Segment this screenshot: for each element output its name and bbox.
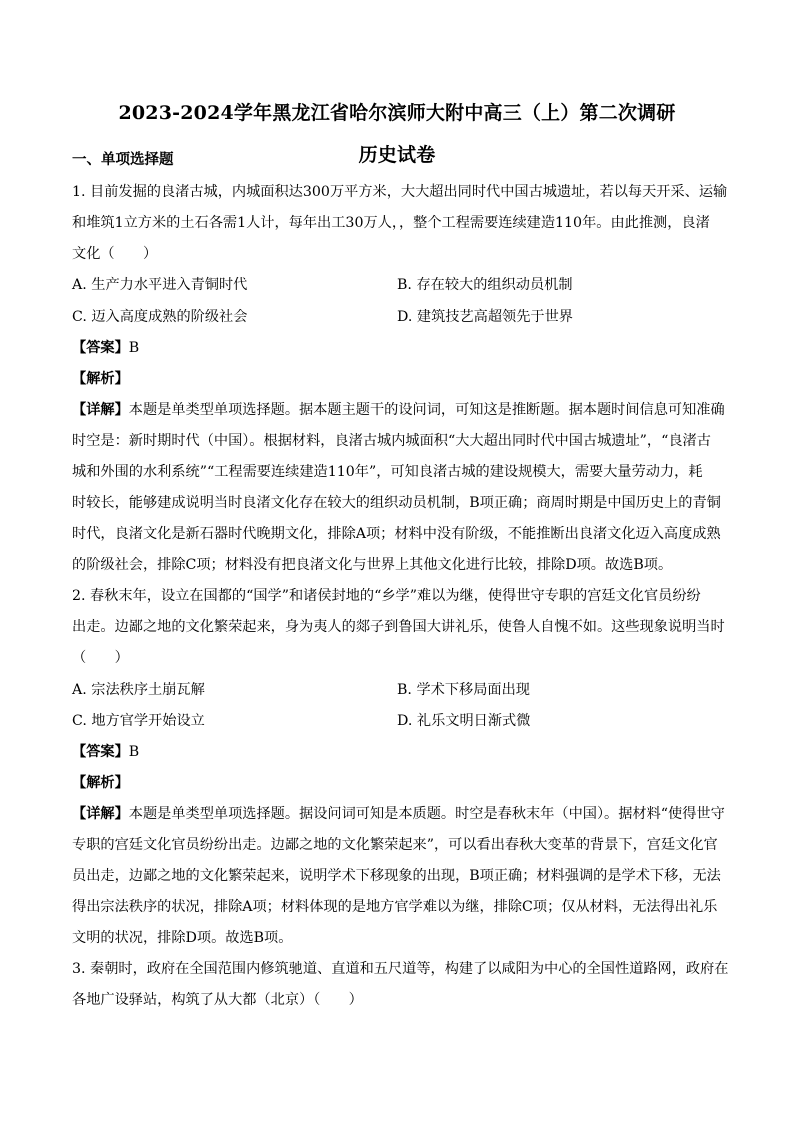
q2-detail-line: 得出宗法秩序的状况，排除A项；材料体现的是地方官学难以为继，排除C项；仅从材料，无法得出礼乐 [72, 899, 718, 915]
q1-stem-line: 1. 目前发掘的良渚古城，内城面积达300万平方米，大大超出同时代中国古城遗址，若以每天开采、运输 [72, 184, 728, 200]
q2-stem-line: 出走。边鄙之地的文化繁荣起来，身为夷人的郯子到鲁国大讲礼乐，使鲁人自愧不如。这些现象说明当时 [72, 619, 725, 635]
q2-analysis-label: 【解析】 [72, 775, 129, 791]
q1-stem-line: 文化（ ） [72, 246, 158, 262]
detail-label: 【详解】 [72, 402, 129, 418]
q2-detail-line: 专职的宫廷文化官员纷纷出走。边鄙之地的文化繁荣起来”，可以看出春秋大变革的背景下，宫廷文化官 [72, 837, 718, 853]
answer-value: B [128, 744, 140, 760]
q2-option-a: A. 宗法秩序土崩瓦解 [72, 682, 205, 698]
q2-option-d: D. 礼乐文明日渐式微 [397, 713, 531, 729]
q2-option-c: C. 地方官学开始设立 [72, 713, 205, 729]
exam-subtitle: 历史试卷 [358, 144, 436, 166]
q2-stem-line: （ ） [72, 650, 129, 666]
q1-answer [72, 338, 139, 358]
q2-stem-line: 2. 春秋末年，设立在国都的“国学”和诸侯封地的“乡学”难以为继，使得世守专职的宫廷文化官员纷纷 [72, 588, 701, 604]
answer-label: 【答案】 [72, 744, 129, 760]
answer-value: B [128, 340, 140, 356]
q2-detail-line: 【详解】本题是单类型单项选择题。据设问词可知是本质题。时空是春秋末年（中国）。据材料“使得世守 [72, 806, 725, 822]
q1-analysis-label: 【解析】 [72, 371, 129, 387]
answer-label: 【答案】 [72, 340, 129, 356]
q1-detail-line: 时较长，能够建成说明当时良渚文化存在较大的组织动员机制，B项正确；商周时期是中国历史上的青铜 [72, 495, 721, 511]
q1-detail-line: 【详解】本题是单类型单项选择题。据本题主题干的设问词，可知这是推断题。据本题时间信息可知准确 [72, 402, 725, 418]
exam-title: 2023-2024学年黑龙江省哈尔滨师大附中高三（上）第二次调研 [118, 102, 676, 124]
q1-option-c: C. 迈入高度成熟的阶级社会 [72, 309, 248, 325]
q1-option-a: A. 生产力水平进入青铜时代 [72, 277, 248, 293]
q1-detail-line: 城和外围的水利系统”“工程需要连续建造110年”，可知良渚古城的建设规模大，需要大量劳动力，耗 [72, 464, 703, 480]
q1-option-d: D. 建筑技艺高超领先于世界 [397, 309, 573, 325]
q3-stem-line: 3. 秦朝时，政府在全国范围内修筑驰道、直道和五尺道等，构建了以咸阳为中心的全国性道路网，政府在 [72, 961, 729, 977]
q1-detail-line: 的阶级社会，排除C项；材料没有把良渚文化与世界上其他文化进行比较，排除D项。故选B项。 [72, 557, 673, 573]
q1-option-b: B. 存在较大的组织动员机制 [397, 277, 573, 293]
q1-detail-line: 时空是：新时期时代（中国）。根据材料，良渚古城内城面积“大大超出同时代中国古城遗址”，“良渚古 [72, 433, 711, 449]
q2-option-b: B. 学术下移局面出现 [397, 682, 530, 698]
section-heading: 一、单项选择题 [72, 151, 174, 168]
detail-label: 【详解】 [72, 806, 129, 822]
q3-stem-line: 各地广设驿站，构筑了从大都（北京）（ ） [72, 992, 363, 1008]
q1-stem-line: 和堆筑1立方米的土石各需1人计，每年出工30万人，，整个工程需要连续建造110年。由此推测，良渚 [72, 215, 710, 231]
q2-answer [72, 742, 139, 762]
q1-detail-line: 时代，良渚文化是新石器时代晚期文化，排除A项；材料中没有阶级，不能推断出良渚文化迈入高度成熟 [72, 526, 721, 542]
q2-detail-line: 员出走，边鄙之地的文化繁荣起来，说明学术下移现象的出现，B项正确；材料强调的是学术下移，无法 [72, 868, 721, 884]
q2-detail-line: 文明的状况，排除D项。故选B项。 [72, 930, 293, 946]
